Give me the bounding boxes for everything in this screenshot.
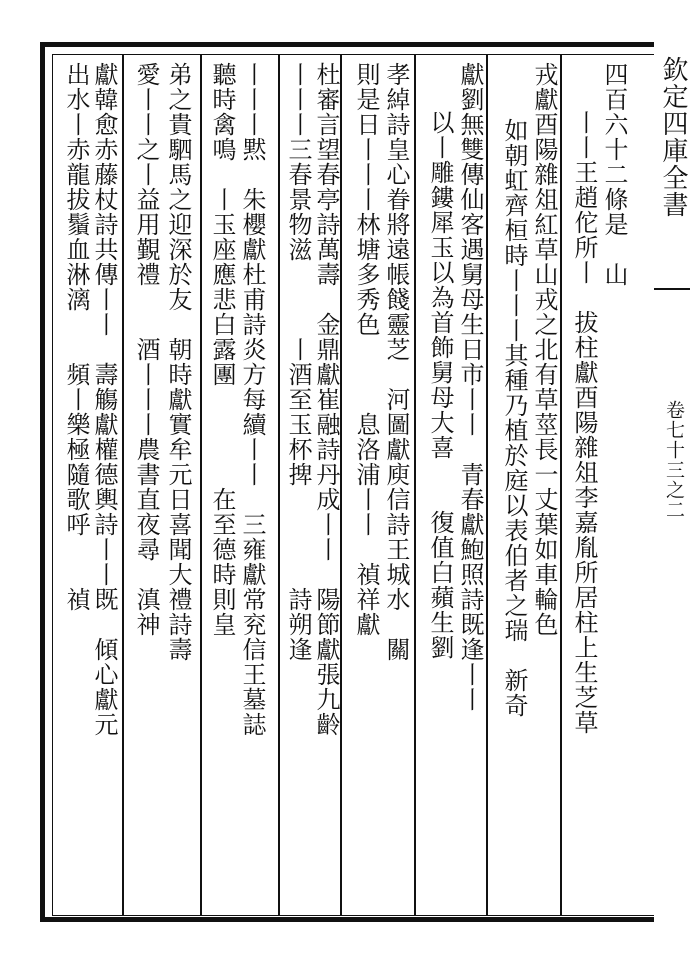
text-column: 出水丨赤龍拔鬚血淋漓 頻丨樂極隨歌呼 禎 [62,62,90,612]
margin-divider [654,288,690,290]
text-column: 聽時禽鳴 丨玉座應悲白露團 在至德時則皇 [208,62,236,637]
text-column: 獻韓愈赤藤杖詩共傳丨丨 壽觴獻權德輿詩丨丨既 傾心獻元 [90,62,118,737]
column-rule [122,54,124,916]
text-column: 孝綽詩皇心眷將遠帳餞靈芝 河圖獻庾信詩王城水 關 [382,62,410,662]
text-column: 弟之貴駟馬之迎深於友 朝時獻實牟元日喜聞大禮詩壽 [164,62,192,662]
text-column: 丨丨王趙佗所丨 拔柱獻酉陽雜俎李嘉胤所居柱上生芝草 [570,110,598,735]
column-rule [560,54,562,916]
text-column: 愛丨丨之丨益用覲禮 酒丨丨丨農書直夜尋 滇神 [132,62,160,637]
column-rule [414,54,416,916]
text-column: 四百六十二條是 山 [600,62,628,287]
column-rule [486,54,488,916]
volume-label: 卷七十三之二 [663,400,685,520]
text-column: 獻劉無雙傳仙客遇舅母生日市丨丨 青春獻鮑照詩既逢丨丨 [456,62,484,712]
text-column: 如朝虹齊桓時丨丨丨其種乃植於庭以表伯者之瑞 新奇 [500,118,528,718]
text-column: 以丨雕鏤犀玉以為首飾舅母大喜 復值白蘋生劉 [426,110,454,660]
column-rule [340,54,342,916]
text-column: 丨丨丨黙 朱櫻獻杜甫詩炎方每續丨丨 三雍獻常兖信王墓誌 [238,62,266,737]
text-column: 戎獻酉陽雜俎紅草山戎之北有草莖長一丈葉如車輪色 [530,62,558,637]
text-column: 丨丨丨三春景物滋 丨酒至玉杯捭 詩朔逢 [284,62,312,662]
column-rule [200,54,202,916]
book-title: 欽定四庫全書 [658,56,688,218]
text-column: 杜審言望春亭詩萬壽 金鼎獻崔融詩丹成丨丨 陽節獻張九齡 [312,62,340,737]
text-column: 則是日丨丨丨林塘多秀色 息洛浦丨丨 禎祥獻 [352,62,380,637]
